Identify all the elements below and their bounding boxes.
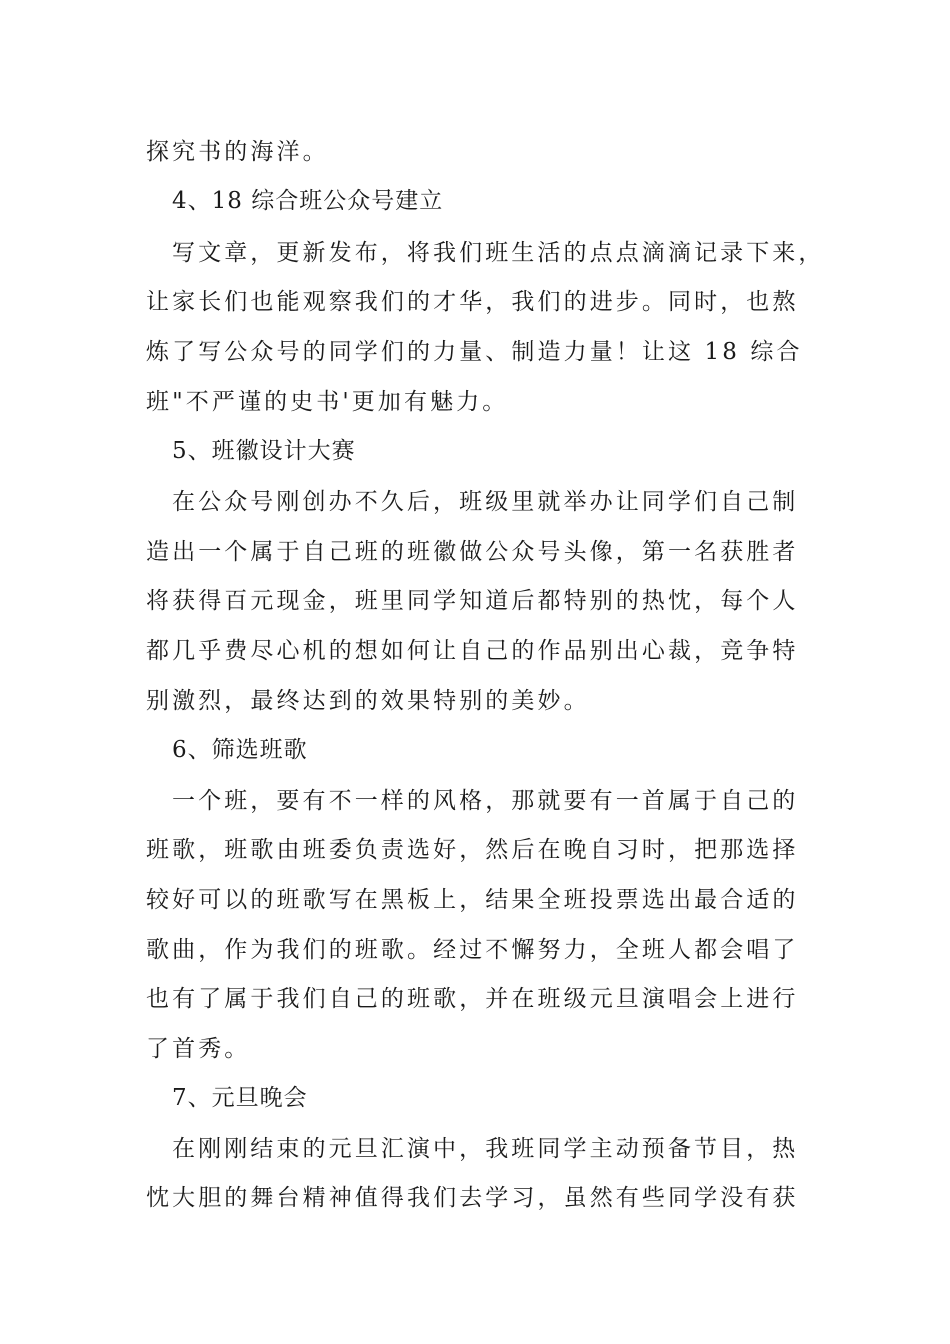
paragraph-line: 在公众号刚创办不久后，班级里就举办让同学们自己制 [172, 489, 799, 515]
paragraph-line: 造出一个属于自己班的班徽做公众号头像，第一名获胜者 [146, 539, 799, 565]
paragraph-line: 歌曲，作为我们的班歌。经过不懈努力，全班人都会唱了 [146, 937, 799, 963]
paragraph-line: 也有了属于我们自己的班歌，并在班级元旦演唱会上进行 [146, 986, 799, 1012]
paragraph-line: 班歌，班歌由班委负责选好，然后在晚自习时，把那选择 [146, 837, 799, 863]
paragraph-line: 探究书的海洋。 [146, 139, 329, 165]
paragraph-line: 班"不严谨的史书'更加有魅力。 [146, 389, 509, 415]
paragraph-line: 写文章，更新发布，将我们班生活的点点滴滴记录下来， [172, 240, 825, 266]
paragraph-line: 别激烈，最终达到的效果特别的美妙。 [146, 688, 590, 714]
section-heading: 6、筛选班歌 [172, 737, 308, 763]
paragraph-line: 一个班，要有不一样的风格，那就要有一首属于自己的 [172, 788, 799, 814]
paragraph-line: 忱大胆的舞台精神值得我们去学习，虽然有些同学没有获 [146, 1185, 799, 1211]
paragraph-line: 炼了写公众号的同学们的力量、制造力量！让这 18 综合 [146, 339, 803, 365]
paragraph-line: 将获得百元现金，班里同学知道后都特别的热忱，每个人 [146, 588, 799, 614]
paragraph-line: 在刚刚结束的元旦汇演中，我班同学主动预备节目，热 [172, 1136, 799, 1162]
section-heading: 7、元旦晚会 [172, 1085, 308, 1111]
section-heading: 5、班徽设计大赛 [172, 438, 356, 464]
paragraph-line: 都几乎费尽心机的想如何让自己的作品别出心裁，竞争特 [146, 638, 799, 664]
paragraph-line: 较好可以的班歌写在黑板上，结果全班投票选出最合适的 [146, 887, 799, 913]
paragraph-line: 让家长们也能观察我们的才华，我们的进步。同时，也熬 [146, 289, 799, 315]
section-heading: 4、18 综合班公众号建立 [172, 188, 444, 214]
paragraph-line: 了首秀。 [146, 1036, 251, 1062]
